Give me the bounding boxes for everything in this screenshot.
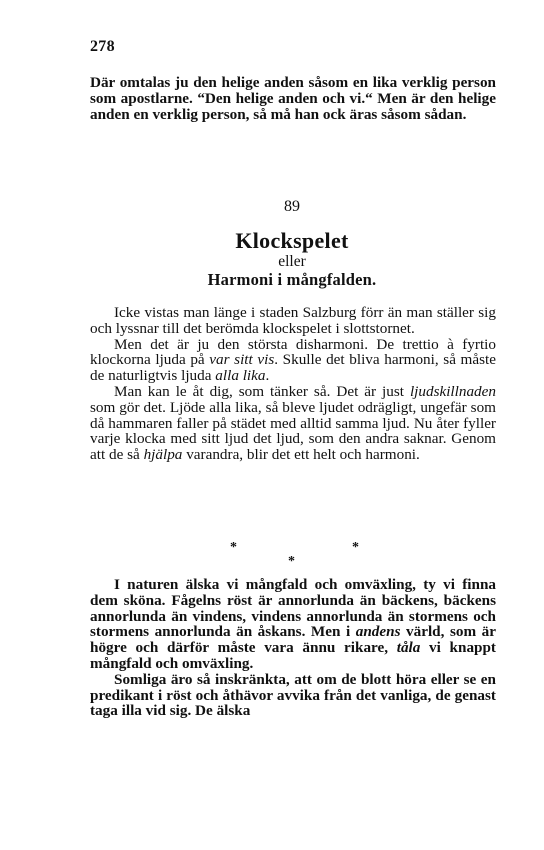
- emphasis-text: ljudskillnaden: [409, 382, 496, 400]
- intro-text-block: [90, 75, 496, 122]
- title-connector: eller: [278, 253, 306, 270]
- section-number: 89: [284, 198, 300, 215]
- paragraph: [90, 337, 496, 384]
- page-number: 278: [90, 38, 115, 55]
- paragraph-text: I naturen älska vi mångfald och omväxling, ty vi finna dem sköna. Fågelns röst är annorlunda än bäckens, bäckens annorlunda än vindens, vindens annorlunda än stormens och stormens annorlunda än åskans. Men i: [90, 576, 496, 641]
- paragraph-text: som gör det. Ljöde alla lika, så bleve ljudet odrägligt, ungefär som då hammaren faller på städet med alltid samma ljud. Nu åter fyller varje klocka med sitt ljud det ljud, som den andra saknar. Genom att de så: [90, 398, 496, 464]
- paragraph-text: . Skulle det bliva harmoni, så måste de naturligtvis ljuda: [90, 351, 496, 385]
- paragraph-text: Icke vistas man länge i staden Salzburg förr än man ställer sig och lyssnar till det berömda klockspelet i slottstornet.: [90, 304, 496, 337]
- body-text-block-1: [90, 305, 496, 463]
- intro-paragraph: Där omtalas ju den helige anden såsom en lika verklig person som apostlarne. “Den helige anden och vi.“ Men är den helige anden en verklig person, så må han ock äras såsom sådan.: [90, 74, 496, 123]
- section-separator: [90, 540, 496, 570]
- asterisk-ornament: *: [288, 554, 295, 569]
- emphasis-text: hjälpa: [143, 446, 183, 464]
- asterisk-ornament: *: [352, 540, 359, 555]
- emphasis-text: tåla: [396, 639, 421, 657]
- paragraph: [90, 672, 496, 719]
- emphasis-text: andens: [355, 623, 401, 641]
- paragraph: [90, 577, 496, 672]
- paragraph: [90, 384, 496, 463]
- chapter-subtitle: Harmoni i mångfalden.: [207, 270, 377, 289]
- paragraph-text: värld, som är högre och därför måste vara ännu rikare,: [90, 623, 496, 657]
- emphasis-text: var sitt vis: [209, 351, 275, 369]
- paragraph-text: Somliga äro så inskränkta, att om de blott höra eller se en predikant i röst och åthävor avvika från det vanliga, de genast taga illa vid sig. De älska: [90, 670, 496, 720]
- paragraph-text: varandra, blir det ett helt och harmoni.: [182, 446, 420, 464]
- paragraph-text: .: [265, 367, 270, 385]
- chapter-title: Klockspelet: [235, 228, 349, 253]
- paragraph-text: vi knappt mångfald och omväxling.: [90, 639, 496, 672]
- asterisk-ornament: *: [230, 540, 237, 555]
- body-text-block-2: [90, 577, 496, 719]
- paragraph-text: Man kan le åt dig, som tänker så. Det är just: [114, 382, 410, 400]
- paragraph-text: Men det är ju den största disharmoni. De trettio à fyrtio klockorna ljuda på: [90, 335, 496, 369]
- paragraph: [90, 305, 496, 337]
- emphasis-text: alla lika: [215, 367, 266, 385]
